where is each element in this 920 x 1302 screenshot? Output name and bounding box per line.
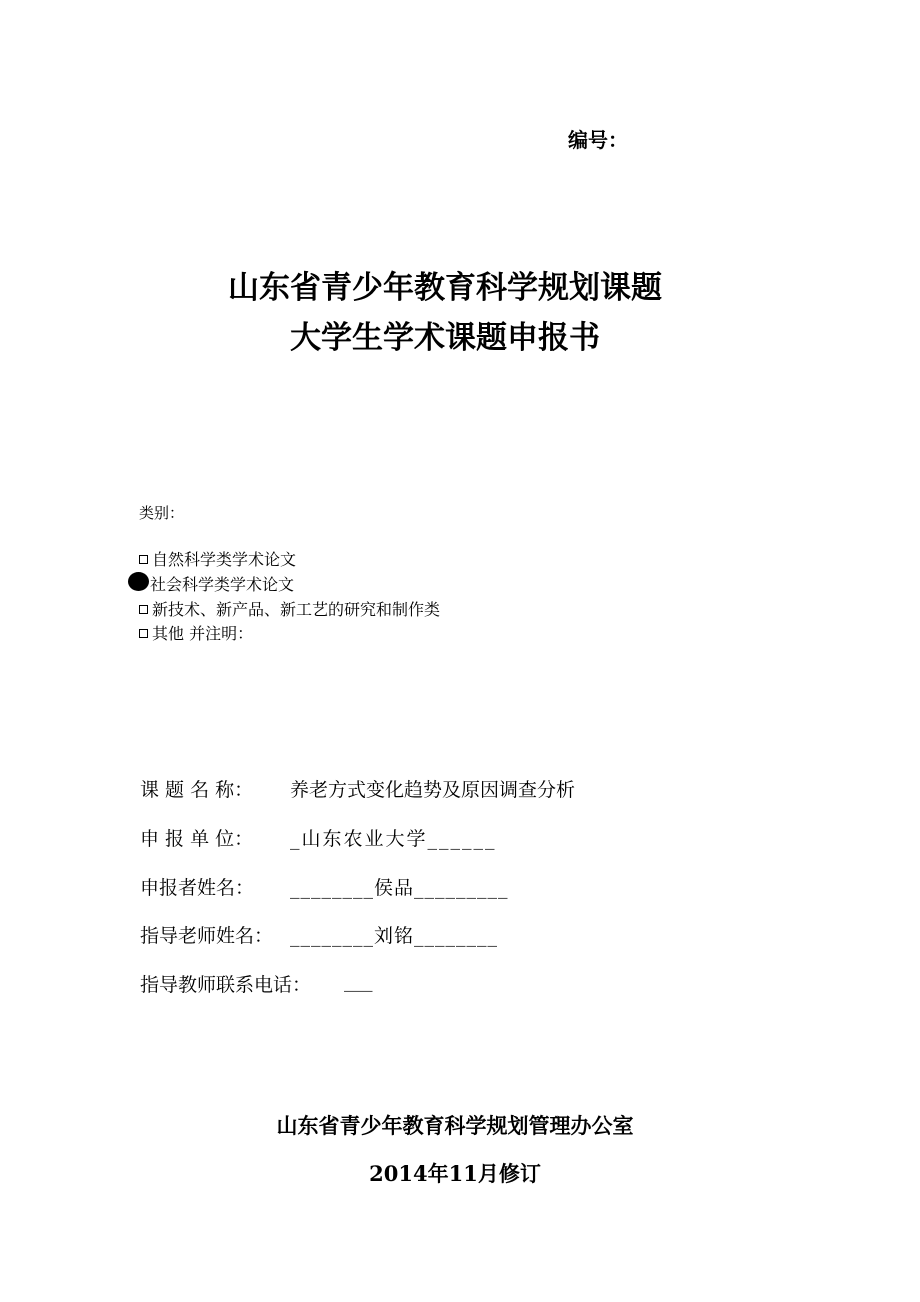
category-option-label: 自然科学类学术论文 [152, 550, 297, 569]
title-line-1: 山东省青少年教育科学规划课题 [228, 270, 662, 306]
checkbox-icon[interactable] [139, 605, 148, 614]
advisor-value[interactable]: ________刘铭________ [290, 925, 499, 947]
applicant-value[interactable]: ________侯品_________ [290, 877, 509, 899]
unit-value[interactable]: _山东农业大学______ [290, 828, 497, 850]
serial-number-label: 编号： [568, 128, 628, 152]
topic-field [140, 775, 575, 802]
category-label: 类别： [139, 504, 185, 522]
title-line-2: 大学生学术课题申报书 [290, 320, 600, 356]
footer-date: 2014年11月修订 [369, 1161, 541, 1186]
checkbox-icon[interactable] [139, 555, 148, 564]
category-option-label: 社会科学类学术论文 [150, 575, 295, 594]
applicant-field [140, 873, 509, 900]
advisor-field [140, 921, 498, 948]
topic-label: 课 题 名 称： [140, 779, 254, 801]
checkbox-icon[interactable] [139, 629, 148, 638]
category-option-label: 新技术、新产品、新工艺的研究和制作类 [152, 600, 441, 619]
selected-marker-icon [128, 572, 149, 591]
advisor-label: 指导老师姓名： [140, 925, 274, 947]
phone-label: 指导教师联系电话： [140, 974, 312, 996]
topic-value[interactable]: 养老方式变化趋势及原因调查分析 [290, 779, 576, 801]
category-option-label: 其他 并注明： [152, 624, 254, 643]
unit-label: 申 报 单 位： [140, 828, 254, 850]
phone-value[interactable]: ___ [344, 970, 373, 992]
phone-field [140, 970, 373, 997]
category-option-other[interactable] [139, 621, 253, 644]
category-option-social-science[interactable] [150, 572, 294, 595]
footer-office: 山东省青少年教育科学规划管理办公室 [276, 1113, 634, 1138]
applicant-label: 申报者姓名： [140, 877, 255, 899]
unit-field [140, 824, 497, 851]
category-option-natural-science[interactable] [139, 547, 296, 570]
category-option-new-tech[interactable] [139, 597, 440, 620]
